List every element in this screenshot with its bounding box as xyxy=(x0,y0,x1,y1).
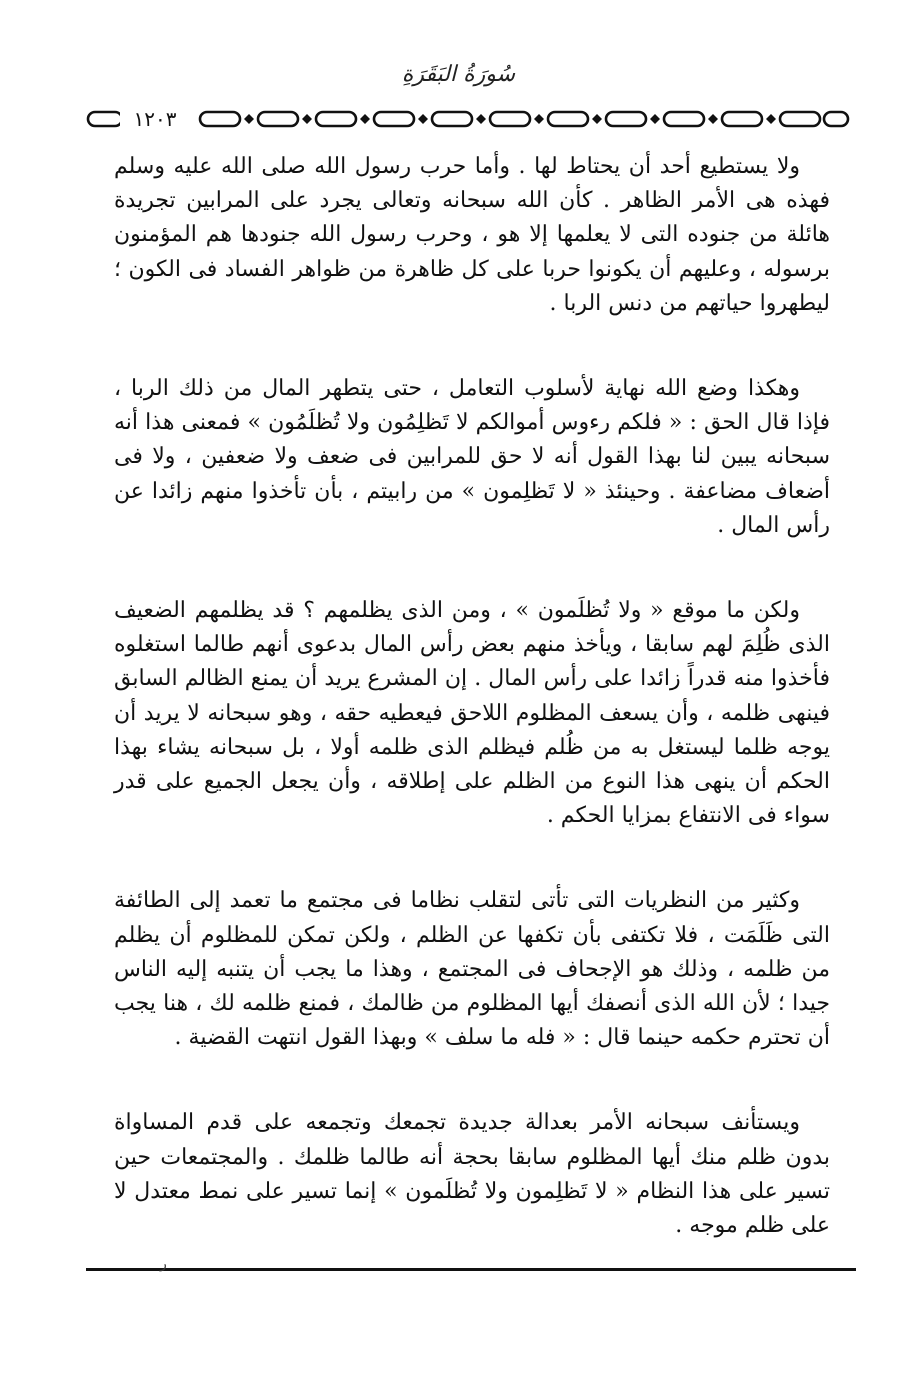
paragraph-2: وهكذا وضع الله نهاية لأسلوب التعامل ، حتى يتطهر المال من ذلك الربا ، فإذا قال الحق : « فلكم رءوس أموالكم لا تَظلِمُون ولا تُظلَمُون » فمعنى هذا أنه سبحانه يبين لنا بهذا القول أنه لا حق للمرابين فى ضعف ولا ضعفين ، ولا فى أضعاف مضاعفة . وحينئذ « لا تَظلِمون » من رابيتم ، بأن تأخذوا منهم زائدا عن رأس المال . xyxy=(114,376,830,538)
body-text xyxy=(114,150,830,1243)
paragraph-3: ولكن ما موقع « ولا تُظلَمون » ، ومن الذى يظلمهم ؟ قد يظلمهم الضعيف الذى ظُلِمَ لهم سابقا ، ويأخذ منهم بعض رأس المال بدعوى أنهم طالما استغلوه فأخذوا منه قدراً زائدا على رأس المال . إن المشرع يريد أن يمنع الظالم السابق فينهى ظلمه ، وأن يسعف المظلوم اللاحق فيعطيه حقه ، وهو سبحانه لا يريد أن يوجه ظلما ليستغل به من ظُلم فيظلم الذى ظلمه أولا ، بل سبحانه يشاء بهذا الحكم أن ينهى هذا النوع من الظلم على إطلاقه ، وأن يجعل الجميع على قدر سواء فى الانتفاع بمزايا الحكم . xyxy=(114,598,830,829)
footer-rule xyxy=(86,1268,856,1271)
paragraph-5: ويستأنف سبحانه الأمر بعدالة جديدة تجمعك وتجمعه على قدم المساواة بدون ظلم منك أيها المظلوم سابقا بحجة أنه طالما ظلمك . والمجتمعات حين تسير على هذا النظام « لا تَظلِمون ولا تُظلَمون » إنما تسير على نمط معتدل لا على ظلم موجه . xyxy=(114,1110,830,1239)
paragraph-4: وكثير من النظريات التى تأتى لتقلب نظاما فى مجتمع ما تعمد إلى الطائفة التى ظَلَمَت ، فلا تكتفى بأن تكفها عن الظلم ، ولكن تمكن للمظلوم أن يظلم من ظلمه ، وذلك هو الإجحاف فى المجتمع ، وهذا ما يجب أن يتنبه إليه الناس جيدا ؛ لأن الله الذى أنصفك أيها المظلوم من ظالمك ، فمنع ظلمه لك ، هنا يجب أن تحترم حكمه حينما قال : « فله ما سلف » وبهذا القول انتهت القضية . xyxy=(114,888,830,1051)
ornamental-header-border xyxy=(82,104,852,134)
page-number: ١٢٠٣ xyxy=(120,104,190,134)
paragraph-1: ولا يستطيع أحد أن يحتاط لها . وأما حرب رسول الله صلى الله عليه وسلم فهذه هى الأمر الظاهر . كأن الله سبحانه وتعالى يجرد على المرابين تجريدة هائلة من جنوده التى لا يعلمها إلا هو ، وحرب رسول الله جنودها هم المؤمنون برسوله ، وعليهم أن يكونوا حربا على كل ظاهرة من ظواهر الفساد فى الكون ؛ ليطهروا حياتهم من دنس الربا . xyxy=(114,154,830,316)
footer-mark: ر xyxy=(160,1256,167,1272)
surah-title: سُورَةُ البَقَرَةِ xyxy=(401,62,516,87)
